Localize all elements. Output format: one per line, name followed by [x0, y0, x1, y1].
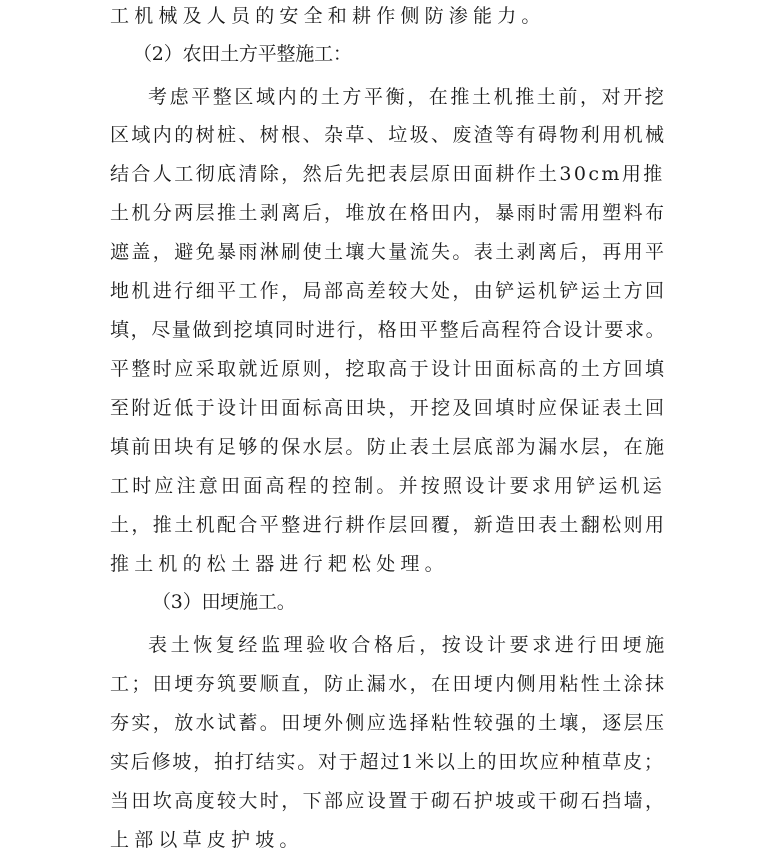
text-line: 工时应注意田面高程的控制。并按照设计要求用铲运机运: [110, 475, 666, 497]
section-heading-3: （3）田埂施工。: [152, 591, 296, 613]
text-line: 土，推土机配合平整进行耕作层回覆，新造田表土翻松则用: [110, 514, 667, 536]
text-line: 考虑平整区域内的土方平衡，在推土机推土前，对开挖: [148, 86, 667, 108]
section-heading-2: （2）农田土方平整施工：: [133, 43, 352, 65]
text-line: 结合人工彻底清除，然后先把表层原田面耕作土30cm用推: [110, 163, 665, 185]
text-line: 填，尽量做到挖填同时进行，格田平整后高程符合设计要求。: [110, 319, 667, 341]
text-line: 表土恢复经监理验收合格后，按设计要求进行田埂施: [148, 634, 668, 656]
text-line: 夯实，放水试蓄。田埂外侧应选择粘性较强的土壤，逐层压: [110, 712, 667, 734]
text-line: 工；田埂夯筑要顺直，防止漏水，在田埂内侧用粘性土涂抹: [110, 673, 667, 695]
text-line: 区域内的树桩、树根、杂草、垃圾、废渣等有碍物利用机械: [110, 124, 667, 146]
text-line: 地机进行细平工作，局部高差较大处，由铲运机铲运土方回: [110, 280, 667, 302]
text-line: 推土机的松土器进行耙松处理。: [110, 553, 449, 575]
text-line: 工机械及人员的安全和耕作侧防渗能力。: [110, 5, 546, 27]
text-line: 上部以草皮护坡。: [110, 829, 304, 851]
text-line: 至附近低于设计田面标高田块，开挖及回填时应保证表土回: [110, 397, 667, 419]
text-line: 土机分两层推土剥离后，堆放在格田内，暴雨时需用塑料布: [110, 202, 667, 224]
text-line: 遮盖，避免暴雨淋刷使土壤大量流失。表土剥离后，再用平: [110, 241, 667, 263]
text-line: 填前田块有足够的保水层。防止表土层底部为漏水层，在施: [110, 436, 667, 458]
text-line: 当田坎高度较大时，下部应设置于砌石护坡或干砌石挡墙，: [110, 790, 667, 812]
text-line: 实后修坡，拍打结实。对于超过1米以上的田坎应种植草皮；: [110, 751, 665, 773]
text-line: 平整时应采取就近原则，挖取高于设计田面标高的土方回填: [110, 358, 667, 380]
